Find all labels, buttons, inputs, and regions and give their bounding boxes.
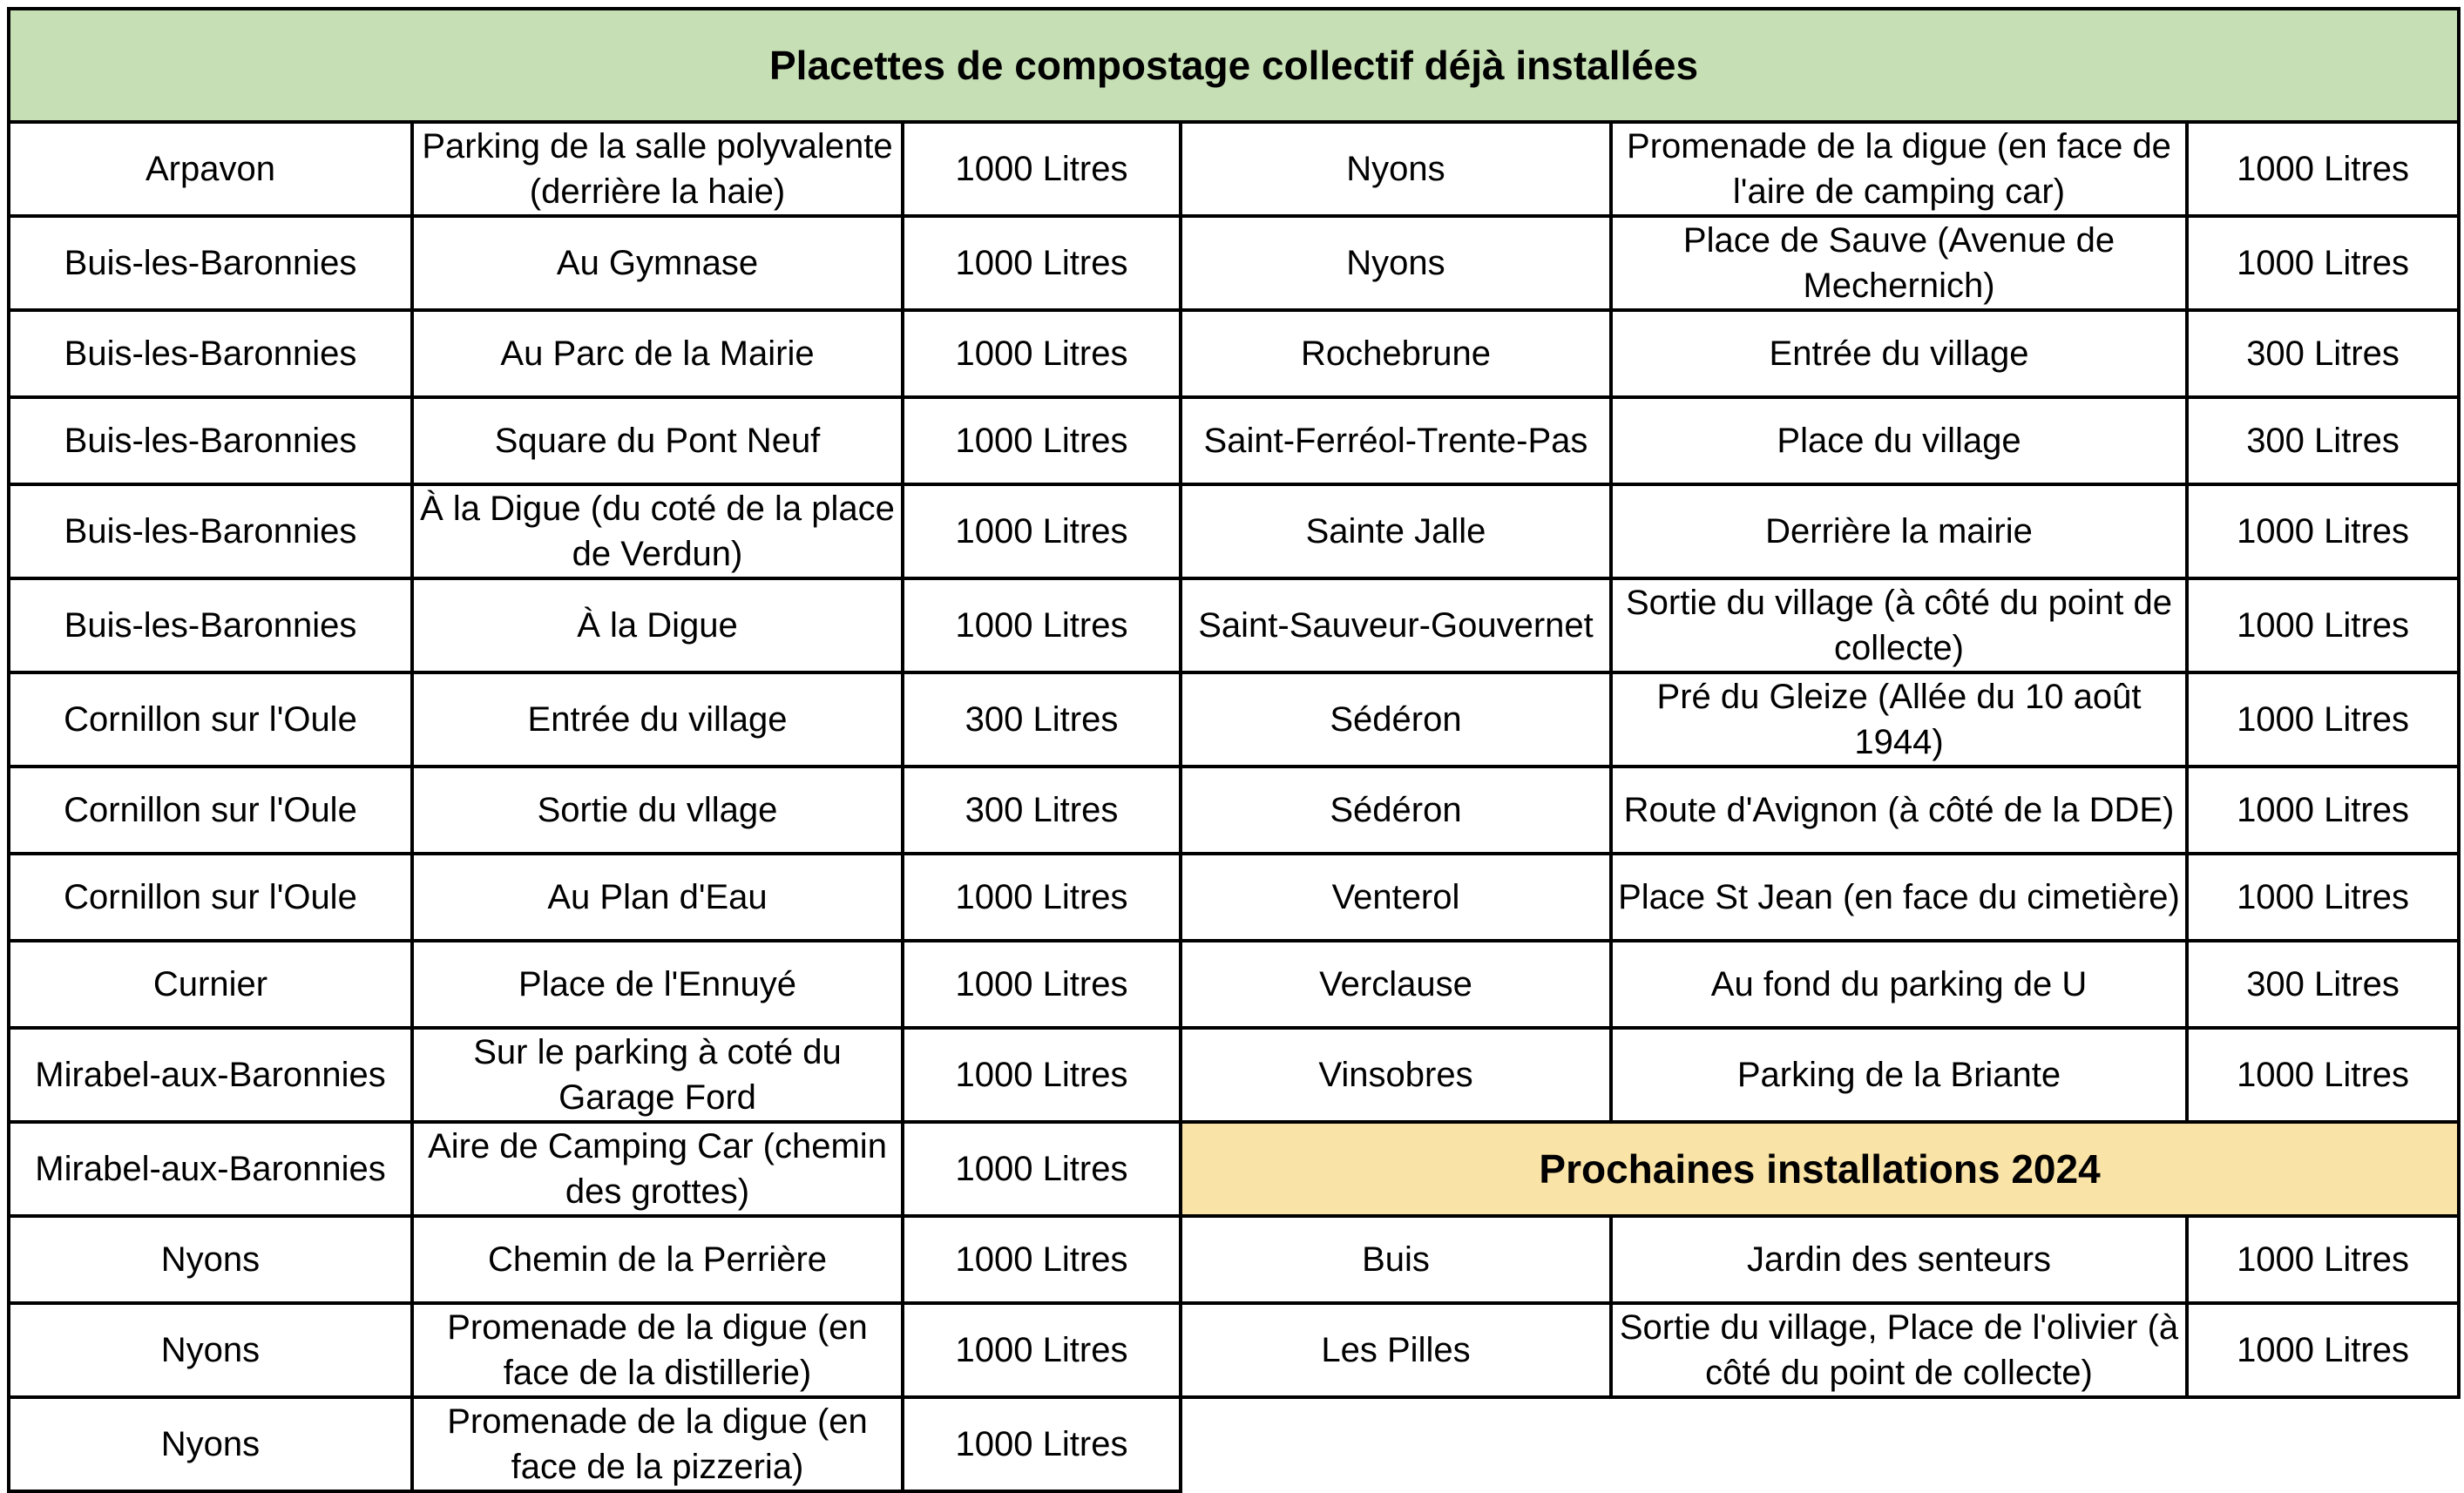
- installed-commune-cell: Arpavon: [9, 122, 412, 216]
- table-row: [9, 216, 2459, 310]
- table-row: [9, 397, 2459, 484]
- installed-location-cell: Pré du Gleize (Allée du 10 août 1944): [1611, 672, 2187, 767]
- empty-area: [1181, 1397, 2459, 1491]
- installed-commune-cell: Sédéron: [1181, 672, 1611, 767]
- installed-capacity-cell: 300 Litres: [903, 767, 1181, 854]
- installed-location-cell: Au Gymnase: [412, 216, 903, 310]
- installed-commune-cell: Vinsobres: [1181, 1028, 1611, 1122]
- installed-capacity-cell: 1000 Litres: [903, 216, 1181, 310]
- installed-location-cell: Square du Pont Neuf: [412, 397, 903, 484]
- table-row: [9, 767, 2459, 854]
- installed-commune-cell: Sainte Jalle: [1181, 484, 1611, 578]
- installed-capacity-cell: 1000 Litres: [903, 310, 1181, 397]
- installed-location-cell: Entrée du village: [412, 672, 903, 767]
- installed-location-cell: Entrée du village: [1611, 310, 2187, 397]
- installed-location-cell: Sortie du village (à côté du point de collecte): [1611, 578, 2187, 672]
- installed-commune-cell: Nyons: [9, 1216, 412, 1303]
- installed-capacity-cell: 1000 Litres: [903, 1303, 1181, 1397]
- table-row: [9, 122, 2459, 216]
- installed-location-cell: Chemin de la Perrière: [412, 1216, 903, 1303]
- installed-commune-cell: Nyons: [1181, 216, 1611, 310]
- installed-location-cell: Route d'Avignon (à côté de la DDE): [1611, 767, 2187, 854]
- installed-location-cell: Place du village: [1611, 397, 2187, 484]
- installed-capacity-cell: 1000 Litres: [903, 122, 1181, 216]
- installed-location-cell: Sur le parking à coté du Garage Ford: [412, 1028, 903, 1122]
- compost-sites-table: [7, 7, 2461, 1493]
- installed-location-cell: Parking de la salle polyvalente (derrière la haie): [412, 122, 903, 216]
- installed-location-cell: À la Digue: [412, 578, 903, 672]
- table-row: [9, 578, 2459, 672]
- installed-capacity-cell: 1000 Litres: [903, 854, 1181, 941]
- installed-commune-cell: Saint-Sauveur-Gouvernet: [1181, 578, 1611, 672]
- installed-commune-cell: Buis-les-Baronnies: [9, 216, 412, 310]
- installed-capacity-cell: 1000 Litres: [903, 1216, 1181, 1303]
- installed-capacity-cell: 1000 Litres: [903, 941, 1181, 1028]
- upcoming-commune-cell: Les Pilles: [1181, 1303, 1611, 1397]
- upcoming-capacity-cell: 1000 Litres: [2187, 1303, 2459, 1397]
- installed-commune-cell: Mirabel-aux-Baronnies: [9, 1028, 412, 1122]
- installed-location-cell: Aire de Camping Car (chemin des grottes): [412, 1122, 903, 1216]
- installed-commune-cell: Verclause: [1181, 941, 1611, 1028]
- installed-location-cell: Sortie du vllage: [412, 767, 903, 854]
- table-row: [9, 1028, 2459, 1122]
- installed-commune-cell: Buis-les-Baronnies: [9, 397, 412, 484]
- upcoming-section-header: Prochaines installations 2024: [1181, 1122, 2459, 1216]
- installed-capacity-cell: 1000 Litres: [903, 1397, 1181, 1491]
- upcoming-commune-cell: Buis: [1181, 1216, 1611, 1303]
- installed-capacity-cell: 300 Litres: [2187, 941, 2459, 1028]
- installed-commune-cell: Cornillon sur l'Oule: [9, 767, 412, 854]
- installed-capacity-cell: 1000 Litres: [2187, 484, 2459, 578]
- installed-capacity-cell: 1000 Litres: [2187, 854, 2459, 941]
- table-row: [9, 1303, 2459, 1397]
- table-title: Placettes de compostage collectif déjà installées: [9, 9, 2459, 122]
- installed-commune-cell: Nyons: [9, 1303, 412, 1397]
- installed-location-cell: Place St Jean (en face du cimetière): [1611, 854, 2187, 941]
- installed-location-cell: Parking de la Briante: [1611, 1028, 2187, 1122]
- table-row: [9, 310, 2459, 397]
- installed-commune-cell: Curnier: [9, 941, 412, 1028]
- installed-commune-cell: Buis-les-Baronnies: [9, 578, 412, 672]
- upcoming-location-cell: Jardin des senteurs: [1611, 1216, 2187, 1303]
- installed-location-cell: Place de l'Ennuyé: [412, 941, 903, 1028]
- installed-location-cell: Promenade de la digue (en face de la distillerie): [412, 1303, 903, 1397]
- installed-capacity-cell: 1000 Litres: [2187, 122, 2459, 216]
- installed-location-cell: Promenade de la digue (en face de la pizzeria): [412, 1397, 903, 1491]
- table-row: [9, 941, 2459, 1028]
- table-row: [9, 1397, 2459, 1491]
- installed-capacity-cell: 300 Litres: [2187, 310, 2459, 397]
- installed-location-cell: À la Digue (du coté de la place de Verdun): [412, 484, 903, 578]
- installed-capacity-cell: 1000 Litres: [2187, 767, 2459, 854]
- installed-commune-cell: Mirabel-aux-Baronnies: [9, 1122, 412, 1216]
- table-row: [9, 484, 2459, 578]
- installed-commune-cell: Cornillon sur l'Oule: [9, 672, 412, 767]
- table-row: [9, 1216, 2459, 1303]
- installed-capacity-cell: 1000 Litres: [903, 397, 1181, 484]
- installed-capacity-cell: 1000 Litres: [2187, 578, 2459, 672]
- installed-capacity-cell: 1000 Litres: [903, 578, 1181, 672]
- table-row: [9, 672, 2459, 767]
- title-row: [9, 9, 2459, 122]
- installed-commune-cell: Nyons: [9, 1397, 412, 1491]
- installed-commune-cell: Buis-les-Baronnies: [9, 484, 412, 578]
- installed-capacity-cell: 300 Litres: [903, 672, 1181, 767]
- upcoming-capacity-cell: 1000 Litres: [2187, 1216, 2459, 1303]
- installed-location-cell: Derrière la mairie: [1611, 484, 2187, 578]
- upcoming-location-cell: Sortie du village, Place de l'olivier (à côté du point de collecte): [1611, 1303, 2187, 1397]
- table-row: [9, 854, 2459, 941]
- installed-capacity-cell: 1000 Litres: [2187, 1028, 2459, 1122]
- installed-location-cell: Au Parc de la Mairie: [412, 310, 903, 397]
- installed-commune-cell: Saint-Ferréol-Trente-Pas: [1181, 397, 1611, 484]
- installed-commune-cell: Cornillon sur l'Oule: [9, 854, 412, 941]
- installed-commune-cell: Buis-les-Baronnies: [9, 310, 412, 397]
- installed-capacity-cell: 300 Litres: [2187, 397, 2459, 484]
- table-row: [9, 1122, 2459, 1216]
- installed-capacity-cell: 1000 Litres: [903, 1122, 1181, 1216]
- installed-commune-cell: Nyons: [1181, 122, 1611, 216]
- installed-location-cell: Promenade de la digue (en face de l'aire de camping car): [1611, 122, 2187, 216]
- installed-capacity-cell: 1000 Litres: [903, 484, 1181, 578]
- installed-location-cell: Au fond du parking de U: [1611, 941, 2187, 1028]
- installed-commune-cell: Venterol: [1181, 854, 1611, 941]
- installed-capacity-cell: 1000 Litres: [2187, 672, 2459, 767]
- installed-capacity-cell: 1000 Litres: [903, 1028, 1181, 1122]
- installed-location-cell: Au Plan d'Eau: [412, 854, 903, 941]
- installed-commune-cell: Sédéron: [1181, 767, 1611, 854]
- installed-commune-cell: Rochebrune: [1181, 310, 1611, 397]
- installed-location-cell: Place de Sauve (Avenue de Mechernich): [1611, 216, 2187, 310]
- installed-capacity-cell: 1000 Litres: [2187, 216, 2459, 310]
